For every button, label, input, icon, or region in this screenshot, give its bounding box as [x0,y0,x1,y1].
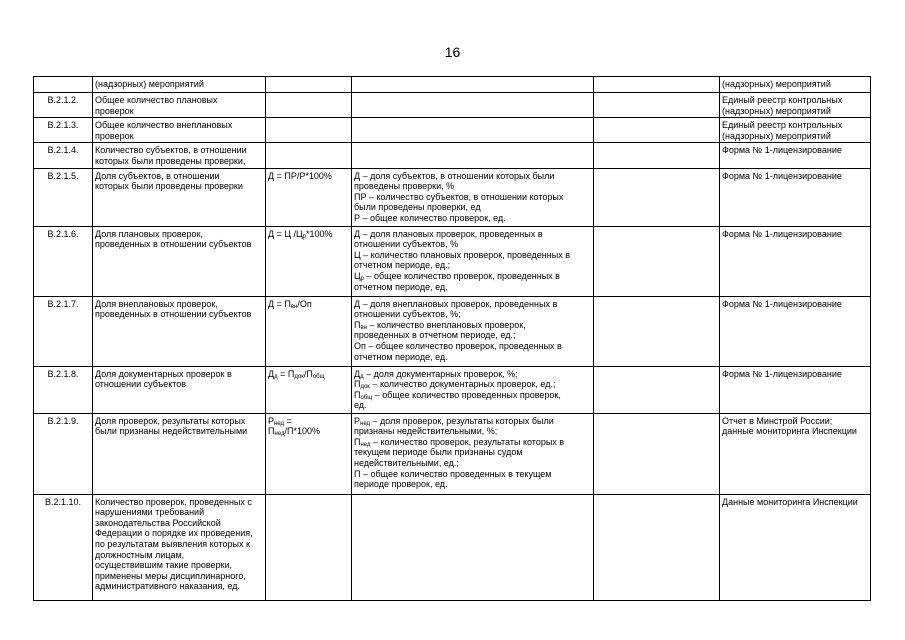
text-line: Единый реестр контрольных [722,120,843,131]
text-line: Количество проверок, проведенных с [95,496,252,507]
table-row [34,93,871,118]
text-line: данные мониторинга Инспекции [722,426,857,437]
text-line: применены меры дисциплинарного, [95,570,246,581]
empty-cell [594,143,720,168]
table-body [34,77,871,601]
table-row [34,77,871,93]
formula-cell [266,77,352,93]
text-line: Доля проверок, результаты которых [95,415,246,426]
empty-cell [594,413,720,494]
text-line: Общее количество плановых [95,95,218,105]
empty-cell [594,168,720,226]
text-line: П – общее количество проведенных в текущем [354,468,552,479]
indicator-name-cell [93,168,266,226]
table-row [34,413,871,494]
text-line: (надзорных) мероприятий [95,79,204,89]
text-line: Федерации о порядке их проведения, [95,528,253,539]
text-line: $П_{док}$ – количество документарных проверок, ед.; [354,379,556,391]
source-cell [720,143,871,168]
code-cell: В.2.1.6. [34,226,93,296]
indicator-name-cell [93,93,266,118]
text-line: проверок [95,105,134,116]
source-cell [720,296,871,366]
text-line: Доля субъектов, в отношении [95,170,220,181]
text-line: (надзорных) мероприятий [722,105,831,116]
text-line: нарушениями требований [95,507,205,518]
table-row [34,226,871,296]
text-line: Форма № 1-лицензирование [722,298,842,309]
empty-cell [594,77,720,93]
formula-cell [266,494,352,600]
text-line: проверок [95,130,134,141]
text-line: периоде проверок, ед. [354,479,448,490]
text-line: текущем периоде были признаны судом [354,447,523,458]
description-cell [352,93,594,118]
indicator-name-cell [93,143,266,168]
table-row [34,143,871,168]
text-line: административного наказания, ед. [95,581,240,592]
indicator-name-cell [93,118,266,143]
empty-cell [594,118,720,143]
text-line: отчетном периоде, ед. [354,351,448,362]
text-line: $Д_д$ – доля документарных проверок, %; [354,368,518,380]
text-line: отчетном периоде, ед. [354,281,448,292]
text-line: Форма № 1-лицензирование [722,228,842,239]
indicator-name-cell [93,413,266,494]
formula-cell [266,226,352,296]
source-cell [720,226,871,296]
formula-cell [266,366,352,413]
source-cell [720,93,871,118]
text-line: проведенных в отношении субъектов [95,239,252,250]
empty-cell [594,366,720,413]
code-cell: В.2.1.10. [34,494,93,600]
text-line: Отчет в Минстрой России; [722,415,833,426]
description-cell [352,168,594,226]
table-row [34,366,871,413]
text-line: Д – доля субъектов, в отношении которых были [354,170,555,181]
description-cell [352,77,594,93]
source-cell [720,413,871,494]
text-line: Форма № 1-лицензирование [722,368,842,379]
code-cell: В.2.1.4. [34,143,93,168]
text-line: Данные мониторинга Инспекции [722,496,858,507]
text-line: должностным лицам, [95,549,185,560]
source-cell [720,168,871,226]
indicator-name-cell [93,77,266,93]
formula-cell [266,168,352,226]
text-line: недействительными, ед.; [354,457,459,468]
code-cell: В.2.1.5. [34,168,93,226]
text-line: Количество субъектов, в отношении [95,145,247,156]
text-line: отношении субъектов [95,379,187,390]
text-line: отношении субъектов, % [354,239,459,250]
text-line: отношении субъектов, %; [354,309,461,320]
text-line: проведенных в отношении субъектов [95,309,252,320]
text-line: которых были проведены проверки, [95,155,246,166]
text-line: $П_{нед}$ – количество проверок, результаты которых в [354,436,565,448]
text-line: по результатам выявления которых к [95,538,250,549]
text-line: $Ц_р$ – общее количество проверок, проведенных в [354,270,560,282]
text-line: $Р_{нед}$ – доля проверок, результаты которых были [354,415,554,427]
code-cell: В.2.1.8. [34,366,93,413]
text-line: признаны недействительными, %; [354,426,498,437]
code-cell [34,77,93,93]
text-line: проведены проверки, % [354,181,455,192]
text-line: (надзорных) мероприятий [722,79,831,89]
code-cell: В.2.1.3. [34,118,93,143]
description-cell [352,226,594,296]
empty-cell [594,93,720,118]
description-cell [352,494,594,600]
empty-cell [594,494,720,600]
code-cell: В.2.1.2. [34,93,93,118]
description-cell [352,143,594,168]
formula-cell [266,413,352,494]
text-line: Единый реестр контрольных [722,95,843,105]
text-line: $Д_д = П_{док}/П_{общ}$ [268,368,325,380]
text-line: $П_{вн}$ – количество внеплановых проверок, [354,319,526,331]
description-cell [352,118,594,143]
description-cell [352,366,594,413]
formula-cell [266,118,352,143]
empty-cell [594,296,720,366]
text-line: $Р_{нед}$ = [268,415,292,427]
text-line: законодательства Российской [95,517,221,528]
text-line: отчетном периоде, ед.; [354,260,451,271]
source-cell [720,77,871,93]
text-line: $П_{общ}$ – общее количество проведенных проверок, [354,389,561,401]
table-row [34,168,871,226]
text-line: Д – доля плановых проверок, проведенных в [354,228,543,239]
indicator-name-cell [93,226,266,296]
text-line: Форма № 1-лицензирование [722,170,842,181]
formula-cell [266,93,352,118]
indicator-name-cell [93,366,266,413]
text-line: ПР – количество субъектов, в отношении которых [354,191,564,202]
text-line: проведенных в отчетном периоде, ед.; [354,330,516,341]
text-line: Д = Ц $/Ц_р*100\%$ [268,228,333,240]
source-cell [720,366,871,413]
table-row [34,118,871,143]
text-line: Д – доля внеплановых проверок, проведенных в [354,298,558,309]
text-line: осуществившим такие проверки, [95,560,232,571]
text-line: Р – общее количество проверок, ед. [354,212,506,223]
text-line: были признаны недействительными [95,426,248,437]
indicator-name-cell [93,494,266,600]
formula-cell [266,143,352,168]
text-line: были проведены проверки, ед [354,202,481,213]
text-line: Доля внеплановых проверок, [95,298,218,309]
indicator-table [33,76,871,601]
text-line: $П_{нед}/П*100\%$ [268,426,320,438]
code-cell: В.2.1.7. [34,296,93,366]
code-cell: В.2.1.9. [34,413,93,494]
table-row [34,296,871,366]
text-line: Доля документарных проверок в [95,368,232,379]
text-line: Ц – количество плановых проверок, проведенных в [354,249,570,260]
description-cell [352,413,594,494]
source-cell [720,118,871,143]
text-line: Форма № 1-лицензирование [722,145,842,156]
text-line: $Д = П_{вн}/Оп$ [268,298,312,310]
table-row [34,494,871,600]
text-line: (надзорных) мероприятий [722,130,831,141]
text-line: Общее количество внеплановых [95,120,233,131]
source-cell [720,494,871,600]
page-number: 16 [444,44,461,60]
empty-cell [594,226,720,296]
indicator-name-cell [93,296,266,366]
text-line: Д = ПР/Р*100% [268,170,332,181]
description-cell [352,296,594,366]
text-line: Оп – общее количество проверок, проведенных в [354,340,562,351]
text-line: Доля плановых проверок, [95,228,204,239]
text-line: ед. [354,400,367,411]
formula-cell [266,296,352,366]
text-line: которых были проведены проверки [95,181,243,192]
